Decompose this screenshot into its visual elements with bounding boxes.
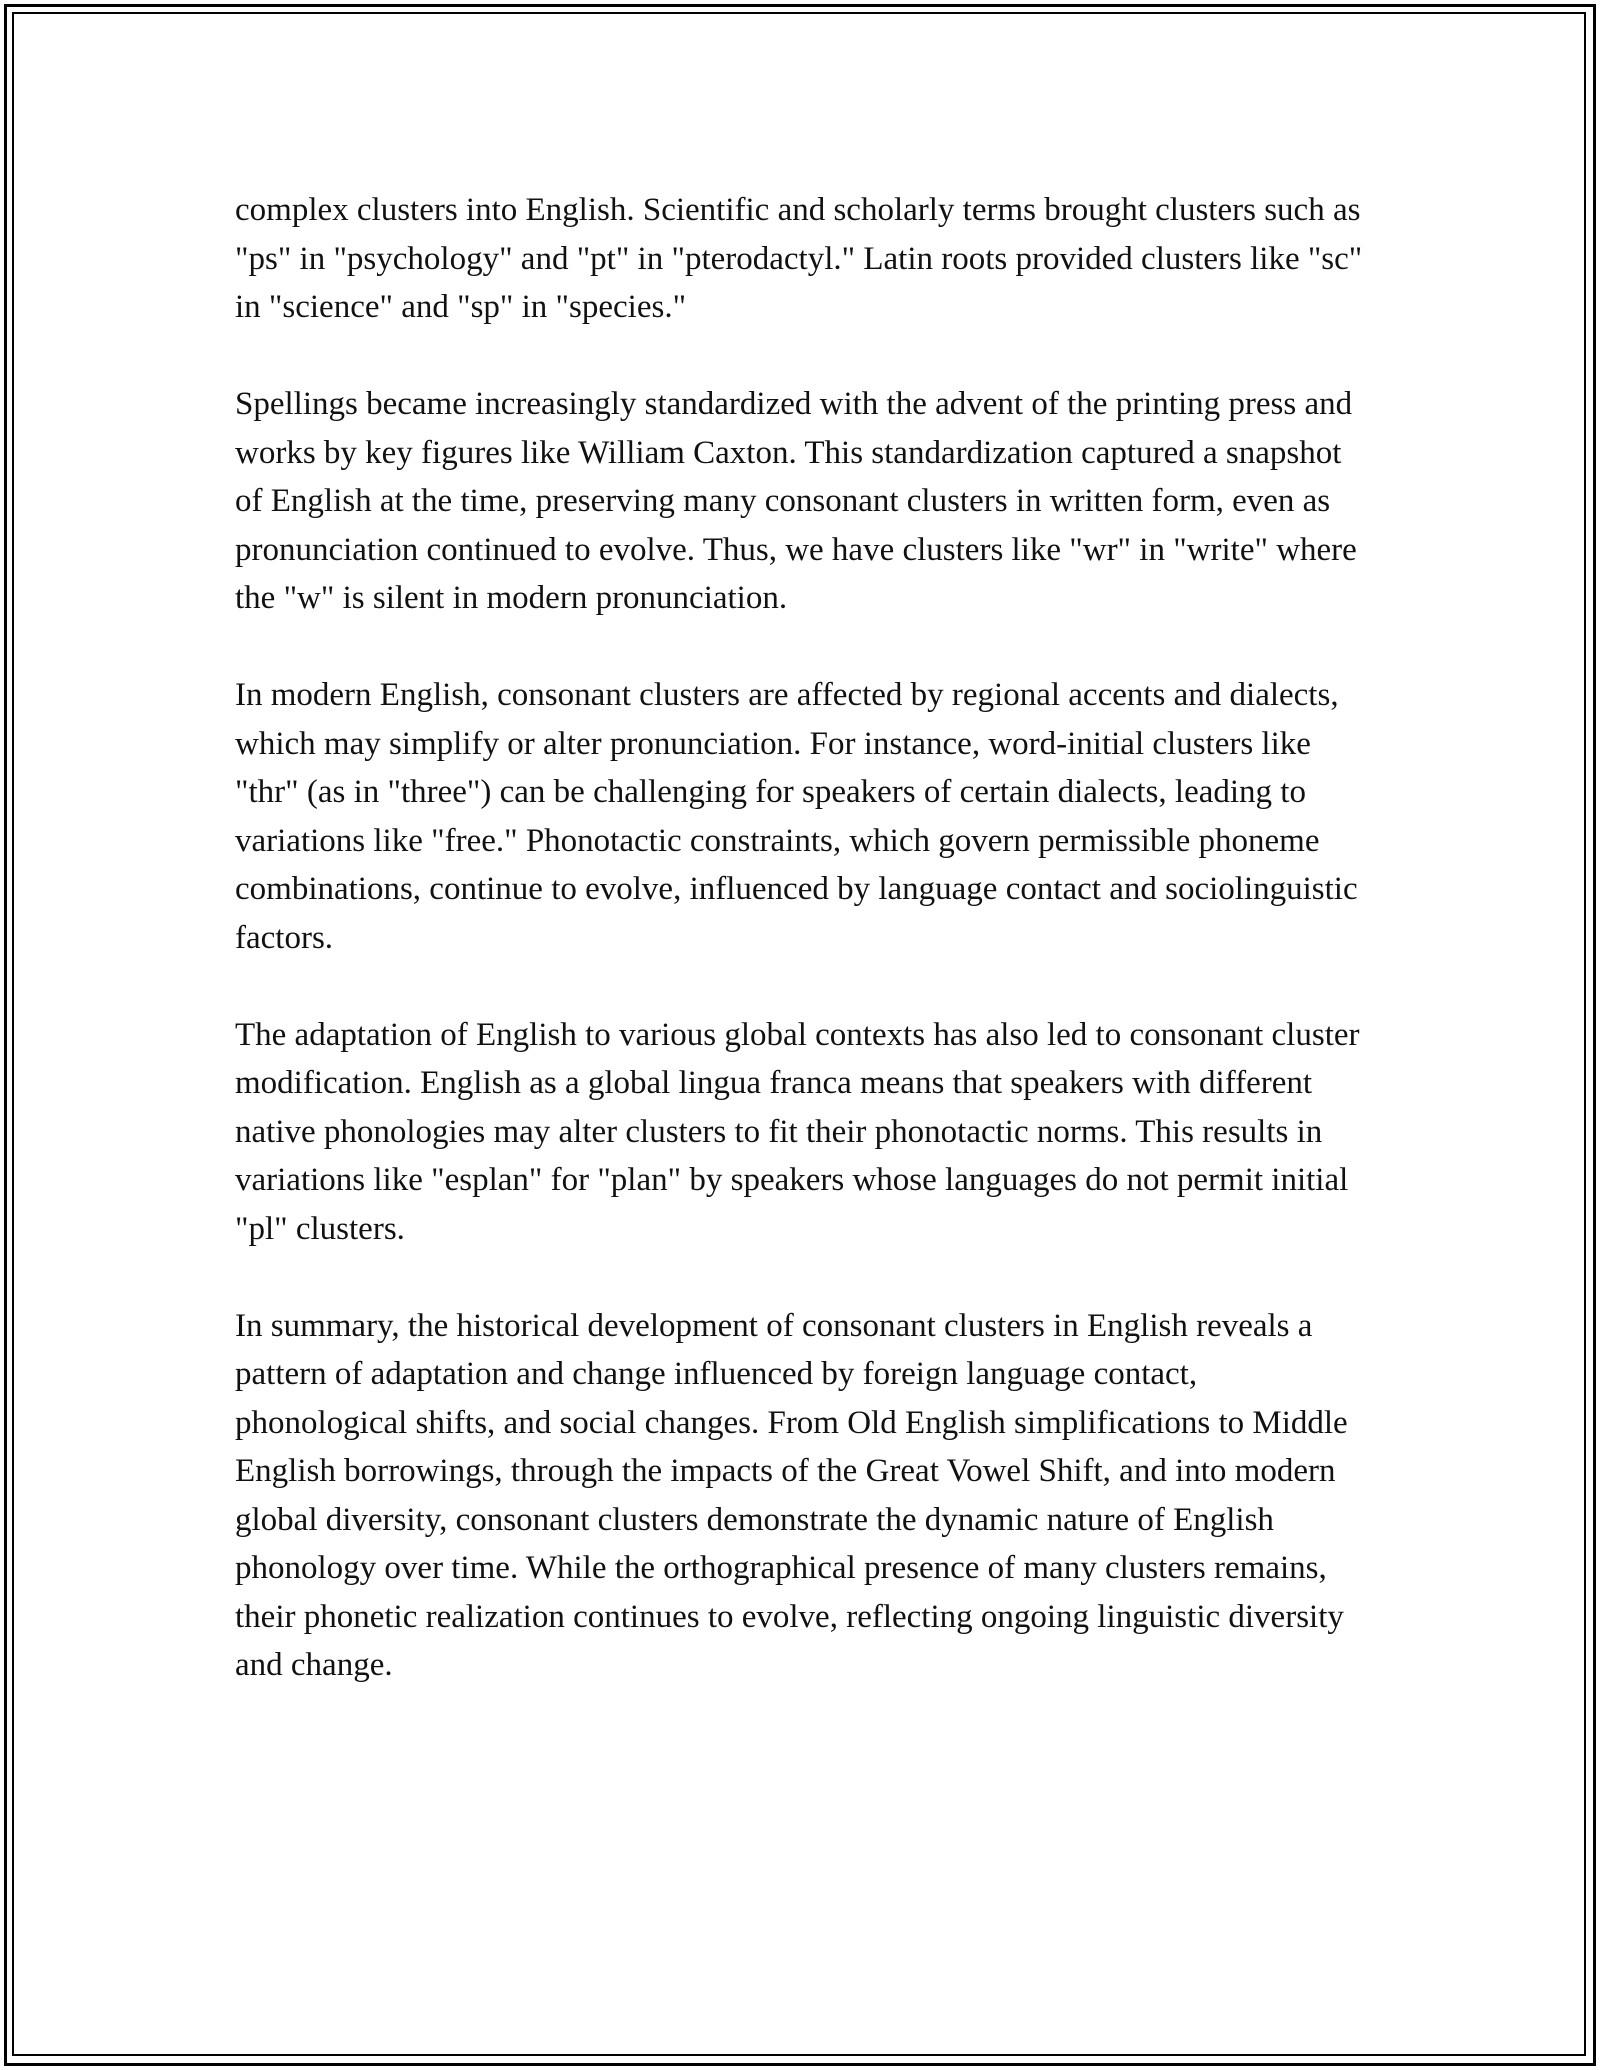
paragraph: The adaptation of English to various global contexts has also led to consonant cluster modification. English as a global lingua franca means that speakers with different native phonologies may alter clusters to fit their phonotactic norms. This results in variations like "esplan" for "plan" by speakers whose languages do not permit initial "pl" clusters. — [235, 1016, 1360, 1247]
paragraph: In summary, the historical development of consonant clusters in English reveals a pattern of adaptation and change influenced by foreign language contact, phonological shifts, and social changes. From Old English simplifications to Middle English borrowings, through the impacts of the Great Vowel Shift, and into modern global diversity, consonant clusters demonstrate the dynamic nature of English phonology over time. While the orthographical presence of many clusters remains, their phonetic realization continues to evolve, reflecting ongoing linguistic diversity and change. — [235, 1307, 1348, 1683]
document-body — [235, 186, 1365, 1738]
paragraph: complex clusters into English. Scientific and scholarly terms brought clusters such as "ps" in "psychology" and "pt" in "pterodactyl." Latin roots provided clusters like "sc" in "science" and "sp" in "species." — [235, 192, 1363, 325]
paragraph: Spellings became increasingly standardized with the advent of the printing press and works by key figures like William Caxton. This standardization captured a snapshot of English at the time, preserving many consonant clusters in written form, even as pronunciation continued to evolve. Thus, we have clusters like "wr" in "write" where the "w" is silent in modern pronunciation. — [235, 386, 1357, 616]
paragraph: In modern English, consonant clusters are affected by regional accents and dialects, which may simplify or alter pronunciation. For instance, word-initial clusters like "thr" (as in "three") can be challenging for speakers of certain dialects, leading to variations like "free." Phonotactic constraints, which govern permissible phoneme combinations, continue to evolve, influenced by language contact and sociolinguistic factors. — [235, 677, 1358, 956]
